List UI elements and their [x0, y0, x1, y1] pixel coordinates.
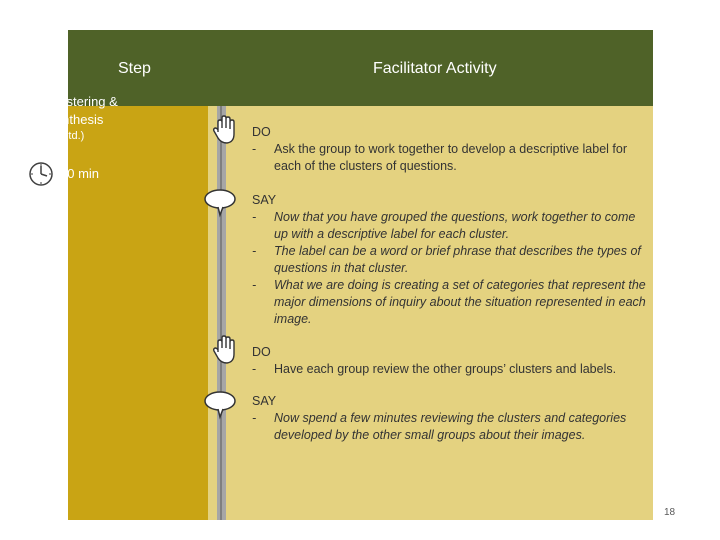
step-title-line1: Clustering & — [47, 94, 118, 109]
list-item — [252, 209, 652, 243]
say-block-2 — [252, 393, 652, 444]
say-line: What we are doing is creating a set of categories that represent the major dimensions of inquiry about the situation represented in each image. — [274, 278, 646, 326]
icon-lane-line — [220, 106, 222, 520]
list-item — [252, 361, 652, 378]
activity-column-header: Facilitator Activity — [373, 60, 497, 77]
list-item — [252, 277, 652, 328]
do-instruction: Ask the group to work together to develop a descriptive label for each of the clusters of questions. — [274, 142, 627, 173]
say-line: Now that you have grouped the questions, work together to come up with a descriptive label for each cluster. — [274, 210, 636, 241]
step-column-header: Step — [118, 60, 151, 77]
hand-icon — [212, 334, 240, 366]
list-item — [252, 141, 652, 175]
bullet-dash: - — [252, 244, 257, 258]
do-block-1 — [252, 124, 652, 175]
bullet-dash: - — [252, 411, 257, 425]
step-number: 5 — [22, 87, 43, 128]
step-title — [47, 93, 118, 129]
page-number: 18 — [664, 507, 676, 518]
table-header — [68, 30, 653, 106]
bullet-dash: - — [252, 278, 257, 292]
bullet-dash: - — [252, 142, 257, 156]
step-contd: (contd.) — [47, 130, 85, 142]
clock-icon — [28, 161, 54, 187]
do-block-2 — [252, 344, 652, 378]
bullet-dash: - — [252, 210, 257, 224]
do-instruction: Have each group review the other groups’ clusters and labels. — [274, 362, 617, 376]
list-item — [252, 410, 652, 444]
bullet-dash: - — [252, 362, 257, 376]
step-title-line2: Synthesis — [47, 112, 104, 127]
speech-bubble-icon — [202, 390, 238, 420]
say-line: Now spend a few minutes reviewing the clusters and categories developed by the other small groups about their images. — [274, 411, 627, 442]
say-line: The label can be a word or brief phrase that describes the types of questions in that cluster. — [274, 244, 641, 275]
step-duration: 20 min — [60, 166, 100, 181]
say-label: SAY — [252, 193, 277, 207]
do-label: DO — [252, 345, 271, 359]
say-label: SAY — [252, 394, 277, 408]
say-block-1 — [252, 192, 652, 328]
list-item — [252, 243, 652, 277]
hand-icon — [212, 114, 240, 146]
speech-bubble-icon — [202, 188, 238, 218]
do-label: DO — [252, 125, 271, 139]
